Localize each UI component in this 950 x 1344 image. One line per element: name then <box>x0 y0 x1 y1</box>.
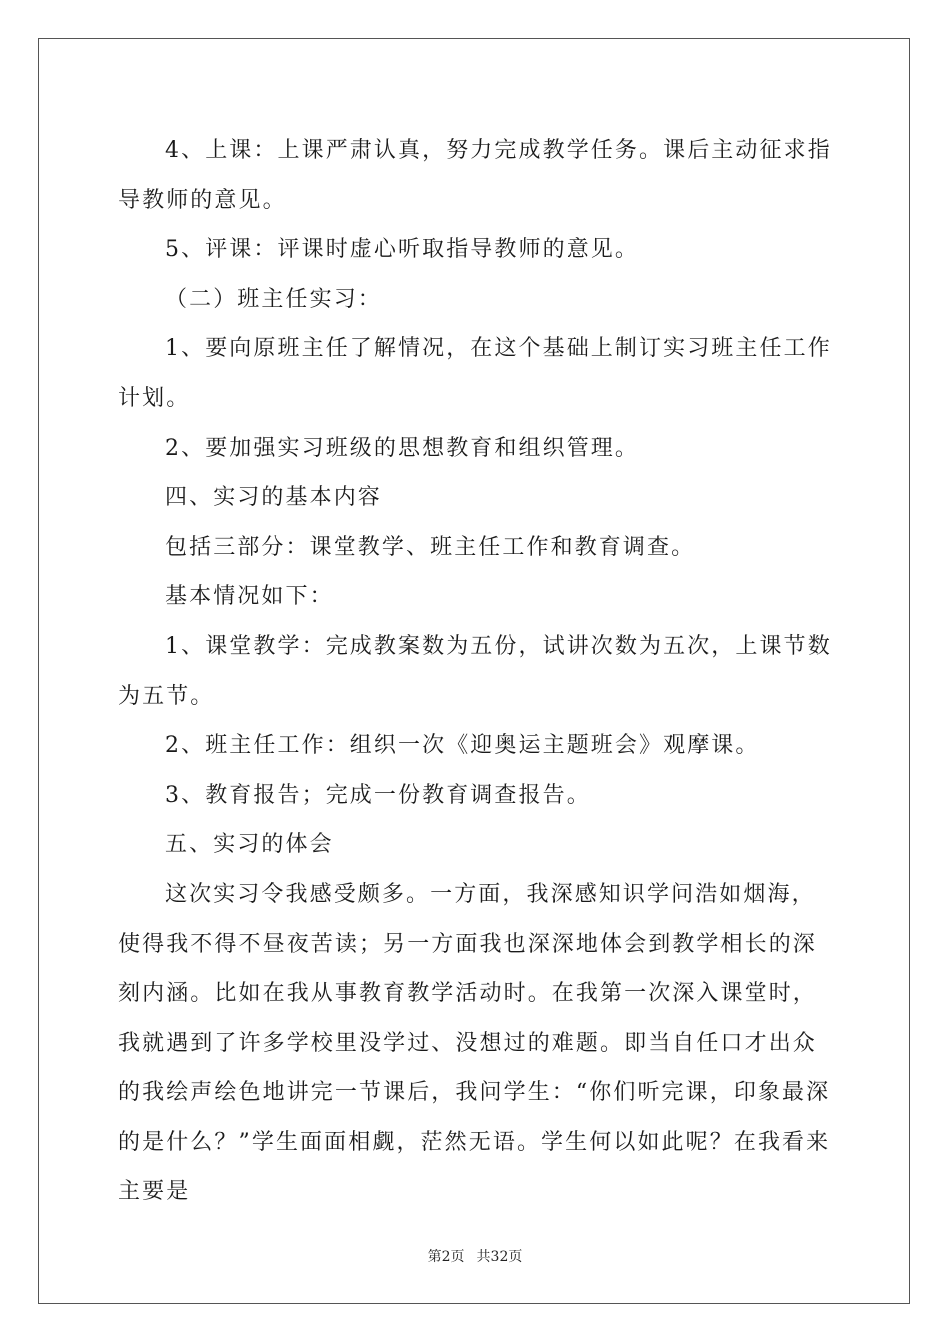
paragraph: 4、上课：上课严肃认真，努力完成教学任务。课后主动征求指导教师的意见。 <box>118 138 832 213</box>
page-total: 共32页 <box>476 1249 523 1265</box>
paragraph: 5、评课：评课时虚心听取指导教师的意见。 <box>165 237 639 263</box>
document-body <box>118 126 836 1217</box>
section-heading: 四、实习的基本内容 <box>165 485 382 511</box>
section-heading: 五、实习的体会 <box>165 832 334 858</box>
paragraph: 1、课堂教学：完成教案数为五份，试讲次数为五次，上课节数为五节。 <box>118 633 832 709</box>
paragraph: 2、班主任工作：组织一次《迎奥运主题班会》观摩课。 <box>165 733 760 759</box>
paragraph: 1、要向原班主任了解情况，在这个基础上制订实习班主任工作计划。 <box>118 336 832 411</box>
paragraph: 2、要加强实习班级的思想教育和组织管理。 <box>165 435 639 461</box>
page-footer <box>0 1246 950 1266</box>
paragraph: 3、教育报告；完成一份教育调查报告。 <box>165 782 591 808</box>
paragraph: 基本情况如下： <box>165 584 334 610</box>
page-number: 第2页 <box>427 1249 465 1265</box>
section-heading: （二）班主任实习： <box>165 286 382 312</box>
paragraph: 包括三部分：课堂教学、班主任工作和教育调查。 <box>165 534 696 560</box>
paragraph: 这次实习令我感受颇多。一方面，我深感知识学问浩如烟海，使得我不得不昼夜苦读；另一方面我也深深地体会到教学相长的深刻内涵。比如在我从事教育教学活动时。在我第一次深入课堂时，我就遇到了许多学校里没学过、没想过的难题。即当自任口才出众的我绘声绘色地讲完一节课后，我问学生：“你们听完课，印象最深的是什么？”学生面面相觑，茫然无语。学生何以如此呢？在我看来主要是 <box>118 881 831 1205</box>
